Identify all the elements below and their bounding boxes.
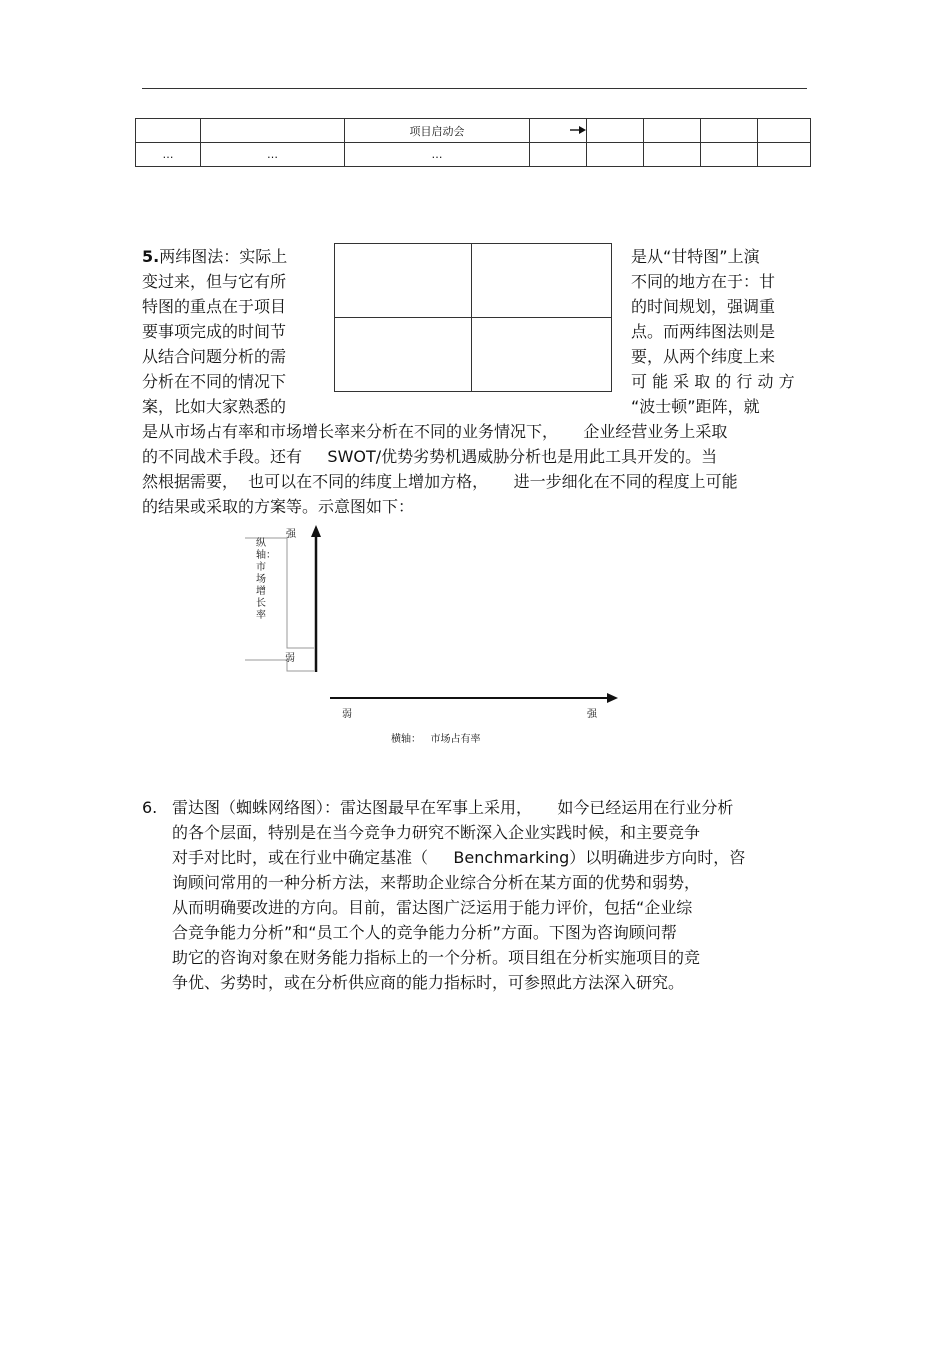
section-number: 5. [142, 247, 160, 266]
section5-line: 不同的地方在于：甘 [631, 272, 776, 291]
table-cell [587, 143, 644, 167]
section5-line: 然根据需要， 也可以在不同的纬度上增加方格， 进一步细化在不同的程度上可能 [142, 472, 738, 491]
section5-line: 要事项完成的时间节 [142, 322, 287, 341]
y-axis-weak-label: 弱 [285, 653, 295, 664]
section5-left-column [142, 244, 287, 419]
section6-line: 助它的咨询对象在财务能力指标上的一个分析。项目组在分析实施项目的竞 [172, 948, 701, 967]
x-axis-arrowhead [607, 693, 618, 703]
section6-line: 雷达图（蜘蛛网络图）：雷达图最早在军事上采用， 如今已经运用在行业分析 [172, 798, 734, 817]
table-cell-arrow [530, 119, 587, 143]
section6-line: 争优、劣势时，或在分析供应商的能力指标时，可参照此方法深入研究。 [172, 973, 685, 992]
arrow-right-icon [570, 125, 586, 135]
section5-line: 变过来，但与它有所 [142, 272, 287, 291]
section5-line: 的时间规划，强调重 [631, 297, 776, 316]
x-axis-strong-label: 强 [587, 709, 597, 720]
section6-line: 询顾问常用的一种分析方法，来帮助企业综合分析在某方面的优势和弱势， [172, 873, 701, 892]
section5-line [142, 244, 287, 269]
table-cell [701, 143, 758, 167]
gantt-table [135, 118, 811, 167]
y-axis-title: 纵轴：市场增长率 [256, 538, 276, 621]
section5-right-column [631, 244, 795, 419]
x-axis-title: 横轴： 市场占有率 [391, 734, 481, 745]
section5-line-text: 两纬图法：实际上 [159, 247, 288, 266]
table-cell [758, 119, 811, 143]
table-cell [758, 143, 811, 167]
section5-line: 点。而两纬图法则是 [631, 322, 776, 341]
section5-line: “波士顿”距阵，就 [631, 397, 760, 416]
section5-line: 特图的重点在于项目 [142, 297, 287, 316]
bracket-line [245, 660, 314, 671]
section6-number: 6. [142, 798, 158, 817]
table-row [136, 119, 811, 143]
y-axis-arrowhead [311, 525, 321, 537]
section5-line: 分析在不同的情况下 [142, 372, 287, 391]
table-cell [201, 119, 345, 143]
section6-line: 从而明确要改进的方向。目前，雷达图广泛运用于能力评价，包括“企业综 [172, 898, 693, 917]
table-row [136, 143, 811, 167]
section5-body [142, 419, 738, 519]
section5-line: 是从“甘特图”上演 [631, 247, 760, 266]
section5-line: 要，从两个纬度上来 [631, 347, 776, 366]
table-cell: … [345, 143, 530, 167]
header-rule [142, 88, 807, 89]
table-cell [644, 143, 701, 167]
table-cell: … [201, 143, 345, 167]
table-cell [701, 119, 758, 143]
section6-line: 对手对比时，或在行业中确定基准（ Benchmarking）以明确进步方向时，咨 [172, 848, 746, 867]
section5-line: 是从市场占有率和市场增长率来分析在不同的业务情况下， 企业经营业务上采取 [142, 422, 728, 441]
x-axis-weak-label: 弱 [342, 709, 352, 720]
table-cell: 项目启动会 [345, 119, 530, 143]
section5-line: 从结合问题分析的需 [142, 347, 287, 366]
table-cell [587, 119, 644, 143]
table-cell [530, 143, 587, 167]
section6-line: 的各个层面，特别是在当今竞争力研究不断深入企业实践时候，和主要竞争 [172, 823, 701, 842]
y-axis-strong-label: 强 [286, 529, 296, 540]
section5-line: 可 能 采 取 的 行 动 方 [631, 372, 795, 391]
matrix-divider-horizontal [335, 317, 611, 318]
section6-line: 合竞争能力分析”和“员工个人的竞争能力分析”方面。下图为咨询顾问帮 [172, 923, 677, 942]
section6-body [172, 795, 745, 995]
two-by-two-matrix [334, 243, 612, 392]
section5-line: 案，比如大家熟悉的 [142, 397, 287, 416]
section5-line: 的结果或采取的方案等。示意图如下： [142, 497, 415, 516]
table-cell [136, 119, 201, 143]
table-cell: … [136, 143, 201, 167]
section5-line: 的不同战术手段。还有 SWOT/优势劣势机遇威胁分析也是用此工具开发的。当 [142, 447, 718, 466]
table-cell [644, 119, 701, 143]
